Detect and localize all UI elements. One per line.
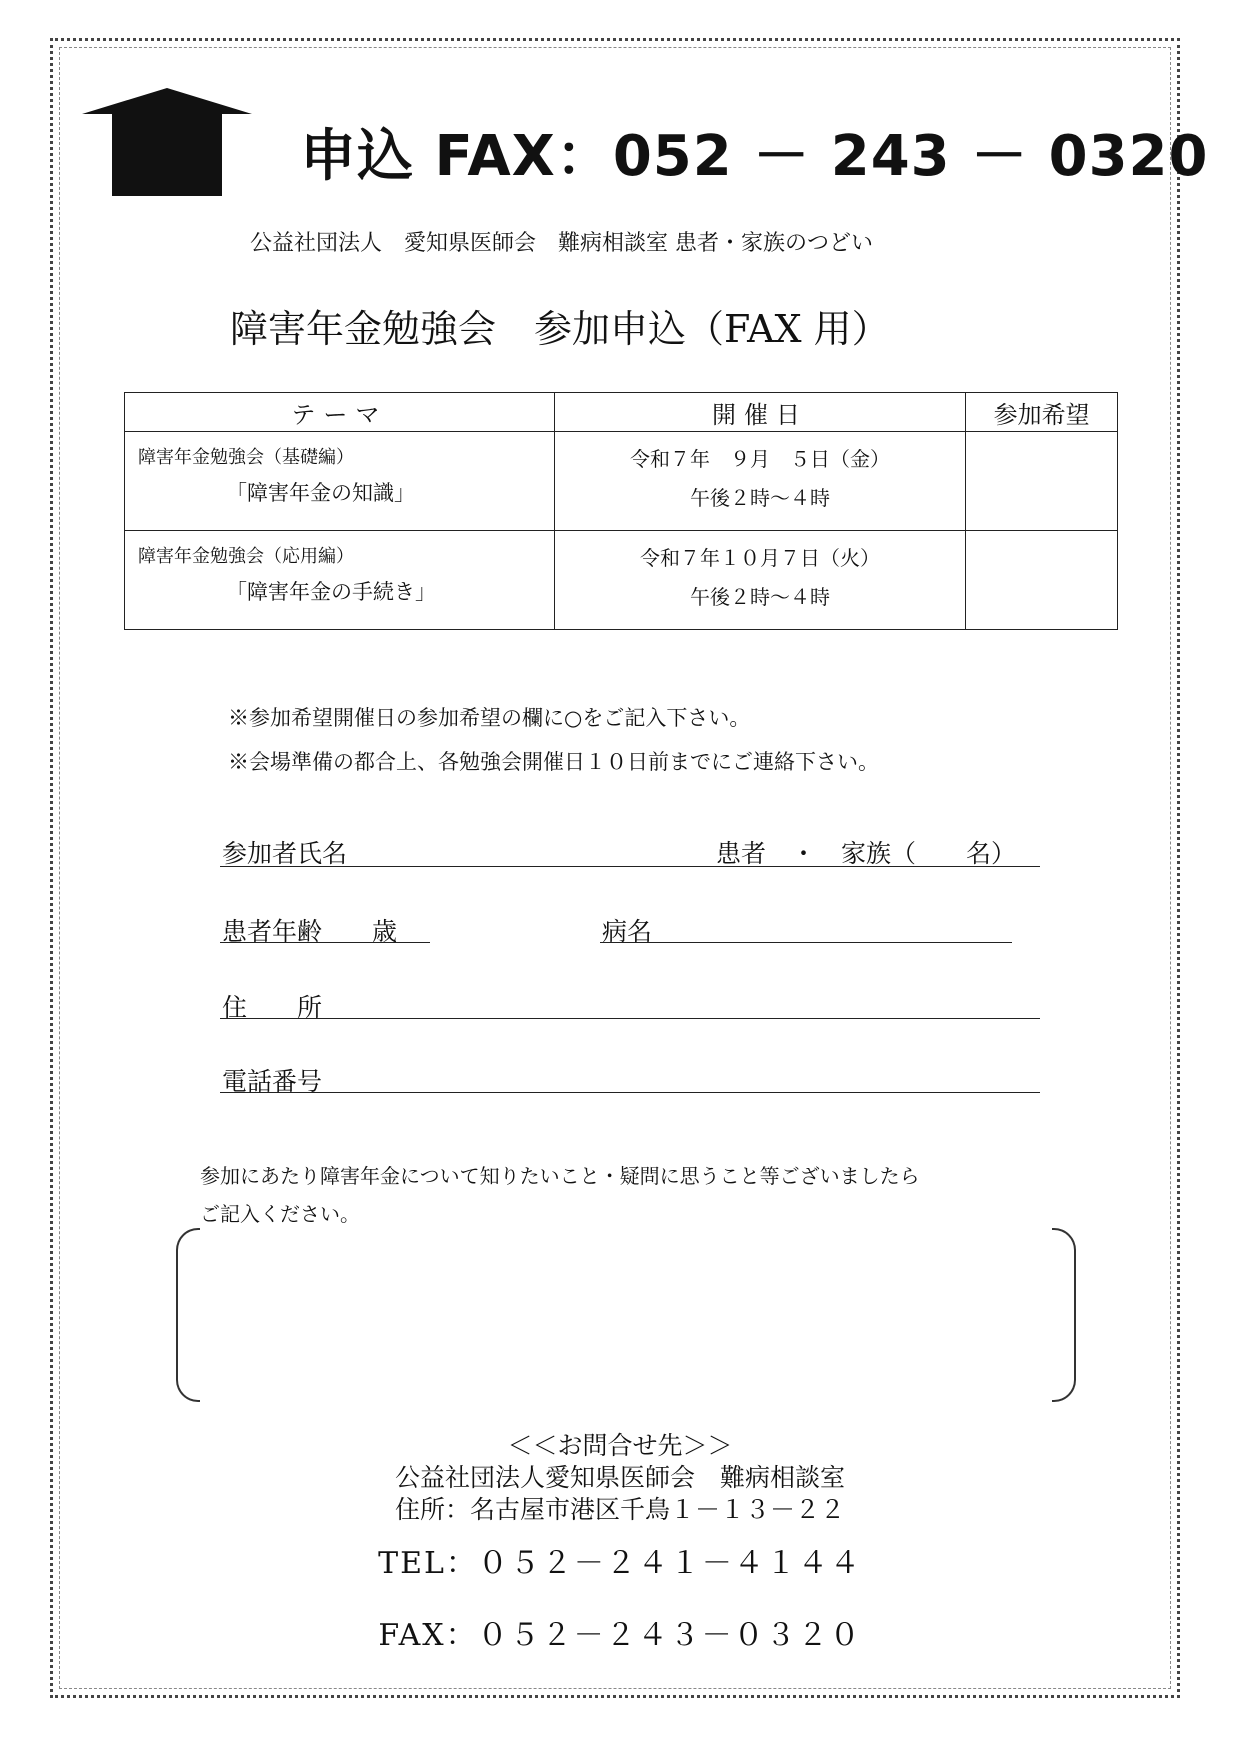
contact-org: 公益社団法人愛知県医師会 難病相談室 bbox=[394, 1463, 845, 1492]
participation-cell[interactable] bbox=[966, 432, 1118, 531]
header-theme: テーマ bbox=[125, 393, 555, 432]
table-header-row bbox=[125, 393, 1118, 432]
contact-fax: FAX：０５２－２４３－０３２０ bbox=[378, 1618, 862, 1653]
theme-title: 「障害年金の手続き」 bbox=[226, 580, 436, 604]
participant-name-label: 参加者氏名 bbox=[222, 839, 348, 868]
theme-type: 障害年金勉強会（基礎編） bbox=[138, 447, 354, 468]
table-row bbox=[125, 531, 1118, 630]
event-time: 午後２時～４時 bbox=[689, 486, 830, 510]
form-title: 障害年金勉強会 参加申込（FAX 用） bbox=[230, 307, 890, 351]
participant-name-line[interactable] bbox=[220, 866, 1040, 867]
disease-name-label: 病名 bbox=[602, 917, 653, 946]
note-line: ※参加希望開催日の参加希望の欄に○をご記入下さい。 bbox=[228, 706, 751, 730]
header-participation: 参加希望 bbox=[966, 393, 1118, 432]
phone-line[interactable] bbox=[220, 1092, 1040, 1093]
schedule-table bbox=[124, 392, 1118, 630]
disease-name-line[interactable] bbox=[600, 942, 1012, 943]
table-row bbox=[125, 432, 1118, 531]
question-answer-area[interactable] bbox=[200, 1232, 1050, 1392]
fax-number-heading: 申込 FAX：052 － 243 － 0320 bbox=[300, 124, 1209, 189]
phone-label: 電話番号 bbox=[222, 1067, 323, 1096]
patient-age-label: 患者年齢 歳 bbox=[222, 917, 398, 946]
address-line[interactable] bbox=[220, 1018, 1040, 1019]
note-line: ※会場準備の都合上、各勉強会開催日１０日前までにご連絡下さい。 bbox=[228, 750, 879, 774]
event-date: 令和７年 ９月 ５日（金） bbox=[629, 447, 890, 471]
theme-title: 「障害年金の知識」 bbox=[226, 481, 415, 505]
date-cell bbox=[554, 432, 966, 531]
header-date: 開催日 bbox=[554, 393, 966, 432]
patient-age-line[interactable] bbox=[220, 942, 430, 943]
contact-address: 住所：名古屋市港区千鳥１－１３－２２ bbox=[394, 1495, 845, 1524]
contact-heading: ＜＜お問合せ先＞＞ bbox=[507, 1431, 733, 1460]
question-prompt-line: ご記入ください。 bbox=[200, 1202, 360, 1226]
up-arrow-icon bbox=[82, 88, 252, 198]
right-bracket bbox=[1052, 1228, 1076, 1402]
event-date: 令和７年１０月７日（火） bbox=[639, 546, 880, 570]
patient-family-label: 患者 ・ 家族（ 名） bbox=[716, 839, 1017, 868]
question-prompt-line: 参加にあたり障害年金について知りたいこと・疑問に思うこと等ございましたら bbox=[200, 1164, 920, 1188]
theme-type: 障害年金勉強会（応用編） bbox=[138, 546, 354, 567]
theme-cell bbox=[125, 432, 555, 531]
organizer-line: 公益社団法人 愛知県医師会 難病相談室 患者・家族のつどい bbox=[250, 231, 873, 256]
event-time: 午後２時～４時 bbox=[689, 585, 830, 609]
address-label: 住 所 bbox=[222, 993, 323, 1022]
contact-tel: TEL：０５２－２４１－４１４４ bbox=[378, 1546, 862, 1581]
theme-cell bbox=[125, 531, 555, 630]
date-cell bbox=[554, 531, 966, 630]
left-bracket bbox=[176, 1228, 200, 1402]
participation-cell[interactable] bbox=[966, 531, 1118, 630]
